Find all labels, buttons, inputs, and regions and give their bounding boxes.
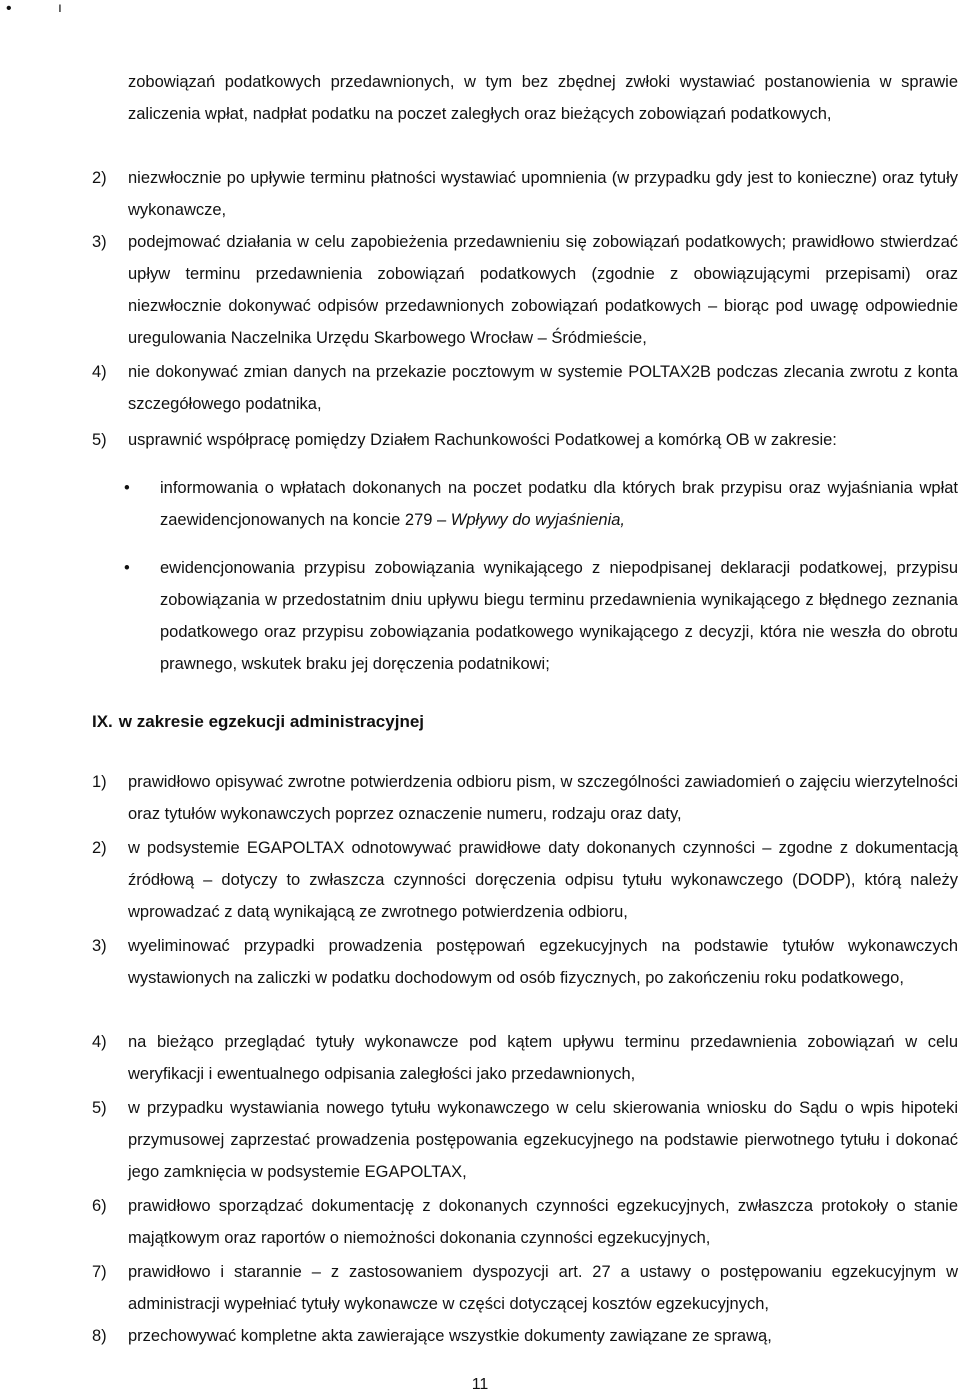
bullet-icon: • (124, 479, 130, 497)
list-item-text: prawidłowo sporządzać dokumentację z dokonanych czynności egzekucyjnych, zwłaszcza protokoły o stanie majątkowym oraz raportów o niemożności dokonania czynności egzekucyjnych, (128, 1197, 958, 1247)
corner-tick-mark: ı (58, 0, 62, 15)
section-title: w zakresie egzekucji administracyjnej (118, 712, 424, 731)
section-heading (92, 706, 430, 738)
list-item-number: 5) (92, 431, 107, 449)
list-item-number: 6) (92, 1197, 107, 1215)
list-item-number: 1) (92, 773, 107, 791)
list-item-number: 5) (92, 1099, 107, 1117)
list-item-number: 8) (92, 1327, 107, 1345)
list-item-text: w przypadku wystawiania nowego tytułu wykonawczego w celu skierowania wniosku do Sądu o wpis hipoteki przymusowej zaprzestać prowadzenia postępowania egzekucyjnego na podstawie pierwotnego tytułu i dokonać jego zamknięcia w podsystemie EGAPOLTAX, (128, 1099, 958, 1181)
bullet-text: ewidencjonowania przypisu zobowiązania wynikającego z niepodpisanej deklaracji podatkowej, przypisu zobowiązania w przedostatnim dniu upływu biegu terminu przedawnienia wynikającego z błędnego zeznania podatkowego oraz przypisu zobowiązania podatkowego wynikającego z decyzji, która nie weszła do obrotu prawnego, wskutek braku jej doręczenia podatnikowi; (160, 559, 958, 673)
page-number: 11 (471, 1376, 489, 1393)
bullet-text-plain: informowania o wpłatach dokonanych na poczet podatku dla których brak przypisu oraz wyjaśniania wpłat zaewidencjonowanych na koncie 279 – (160, 479, 958, 529)
list-item-number: 2) (92, 839, 107, 857)
list-item-text: wyeliminować przypadki prowadzenia postępowań egzekucyjnych na podstawie tytułów wykonawczych wystawionych na zaliczki w podatku dochodowym od osób fizycznych, po zakończeniu roku podatkowego, (128, 937, 958, 987)
list-item-text: w podsystemie EGAPOLTAX odnotowywać prawidłowe daty dokonanych czynności – zgodne z dokumentacją źródłową – dotyczy to zwłaszcza czynności doręczenia odpisu tytułu wykonawczego (DODP), którą należy wprowadzać z datą wynikającą ze zwrotnego potwierdzenia odbioru, (128, 839, 958, 921)
continuation-paragraph: zobowiązań podatkowych przedawnionych, w tym bez zbędnej zwłoki wystawiać postanowienia w sprawie zaliczenia wpłat, nadpłat podatku na poczet zaległych oraz bieżących zobowiązań podatkowych, (128, 73, 958, 123)
list-item-text: przechowywać kompletne akta zawierające wszystkie dokumenty zawiązane ze sprawą, (128, 1327, 772, 1345)
list-item-text: nie dokonywać zmian danych na przekazie pocztowym w systemie POLTAX2B podczas zlecania zwrotu z konta szczegółowego podatnika, (128, 363, 958, 413)
bullet-text (160, 472, 958, 536)
bullet-icon: • (124, 559, 130, 577)
list-item-number: 4) (92, 1033, 107, 1051)
section-numeral: IX. (92, 712, 113, 731)
list-item-text: podejmować działania w celu zapobieżenia przedawnieniu się zobowiązań podatkowych; prawidłowo stwierdzać upływ terminu przedawnienia zobowiązań podatkowych (zgodnie z obowiązującymi przepisami) oraz niezwłocznie dokonywać odpisów przedawnionych zobowiązań podatkowych – biorąc pod uwagę odpowiednie uregulowania Naczelnika Urzędu Skarbowego Wrocław – Śródmieście, (128, 233, 958, 347)
bullet-text-italic: Wpływy do wyjaśnienia, (450, 511, 626, 529)
corner-dot-mark: • (6, 0, 12, 17)
list-item-text: prawidłowo opisywać zwrotne potwierdzenia odbioru pism, w szczególności zawiadomień o zajęciu wierzytelności oraz tytułów wykonawczych poprzez oznaczenie numeru, rodzaju oraz daty, (128, 773, 958, 823)
list-item-text: na bieżąco przeglądać tytuły wykonawcze pod kątem upływu terminu przedawnienia zobowiązań w celu weryfikacji i ewentualnego odpisania zaległości jako przedawnionych, (128, 1033, 958, 1083)
list-item-text: prawidłowo i starannie – z zastosowaniem dyspozycji art. 27 a ustawy o postępowaniu egzekucyjnym w administracji wypełniać tytuły wykonawcze w części dotyczącej kosztów egzekucyjnych, (128, 1263, 958, 1313)
list-item-text: usprawnić współpracę pomiędzy Działem Rachunkowości Podatkowej a komórką OB w zakresie: (128, 431, 837, 449)
list-item-text: niezwłocznie po upływie terminu płatności wystawiać upomnienia (w przypadku gdy jest to konieczne) oraz tytuły wykonawcze, (128, 169, 958, 219)
list-item-number: 3) (92, 937, 107, 955)
list-item-number: 7) (92, 1263, 107, 1281)
list-item-number: 2) (92, 169, 107, 187)
list-item-number: 4) (92, 363, 107, 381)
list-item-number: 3) (92, 233, 107, 251)
